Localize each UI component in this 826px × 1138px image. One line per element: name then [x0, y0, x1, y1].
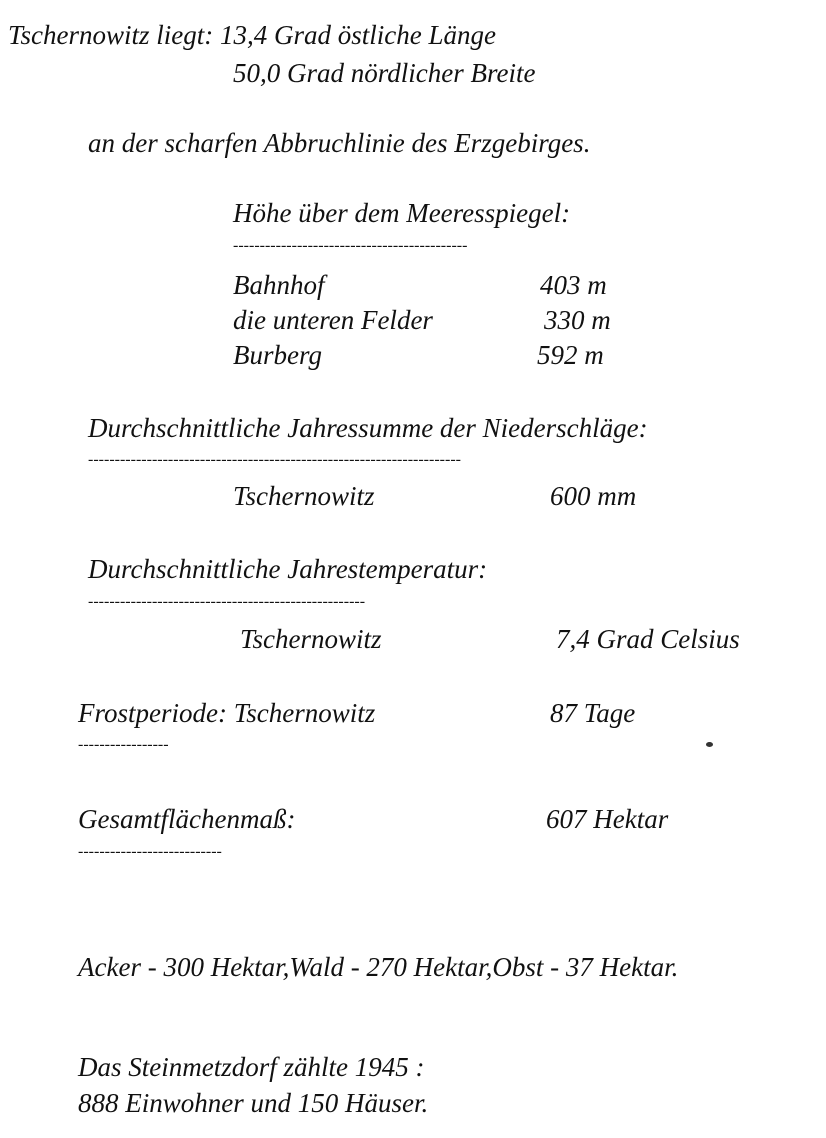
- ink-speck: [706, 742, 713, 747]
- landuse-text: Acker - 300 Hektar,Wald - 270 Hektar,Obst - 37 Hektar.: [78, 952, 679, 982]
- area-rule: ---------------------------: [78, 844, 222, 860]
- temperature-label: Tschernowitz: [240, 624, 382, 654]
- location-line-3: an der scharfen Abbruchlinie des Erzgebirges.: [88, 128, 591, 158]
- temperature-rule: ----------------------------------------------------: [88, 594, 366, 610]
- frost-label: Frostperiode: Tschernowitz: [78, 698, 376, 728]
- location-line-2: 50,0 Grad nördlicher Breite: [233, 58, 536, 88]
- precipitation-rule: ----------------------------------------------------------------------: [88, 452, 461, 468]
- village-line-2: 888 Einwohner und 150 Häuser.: [78, 1088, 429, 1118]
- elevation-row-value: 592 m: [537, 340, 604, 370]
- temperature-heading: Durchschnittliche Jahrestemperatur:: [88, 554, 488, 584]
- area-value: 607 Hektar: [546, 804, 669, 834]
- frost-value: 87 Tage: [550, 698, 636, 728]
- precipitation-label: Tschernowitz: [233, 481, 375, 511]
- elevation-row-value: 330 m: [544, 305, 611, 335]
- precipitation-heading: Durchschnittliche Jahressumme der Niederschläge:: [88, 413, 648, 443]
- elevation-rule: --------------------------------------------: [233, 238, 468, 254]
- elevation-row-label: Burberg: [233, 340, 322, 370]
- temperature-value: 7,4 Grad Celsius: [556, 624, 740, 654]
- precipitation-value: 600 mm: [550, 481, 637, 511]
- elevation-row-value: 403 m: [540, 270, 607, 300]
- location-line-1: Tschernowitz liegt: 13,4 Grad östliche Länge: [8, 20, 497, 50]
- frost-rule: -----------------: [78, 737, 169, 753]
- elevation-heading: Höhe über dem Meeresspiegel:: [233, 198, 571, 228]
- area-label: Gesamtflächenmaß:: [78, 804, 296, 834]
- elevation-row-label: Bahnhof: [233, 270, 325, 300]
- elevation-row-label: die unteren Felder: [233, 305, 433, 335]
- village-line-1: Das Steinmetzdorf zählte 1945 :: [78, 1052, 425, 1082]
